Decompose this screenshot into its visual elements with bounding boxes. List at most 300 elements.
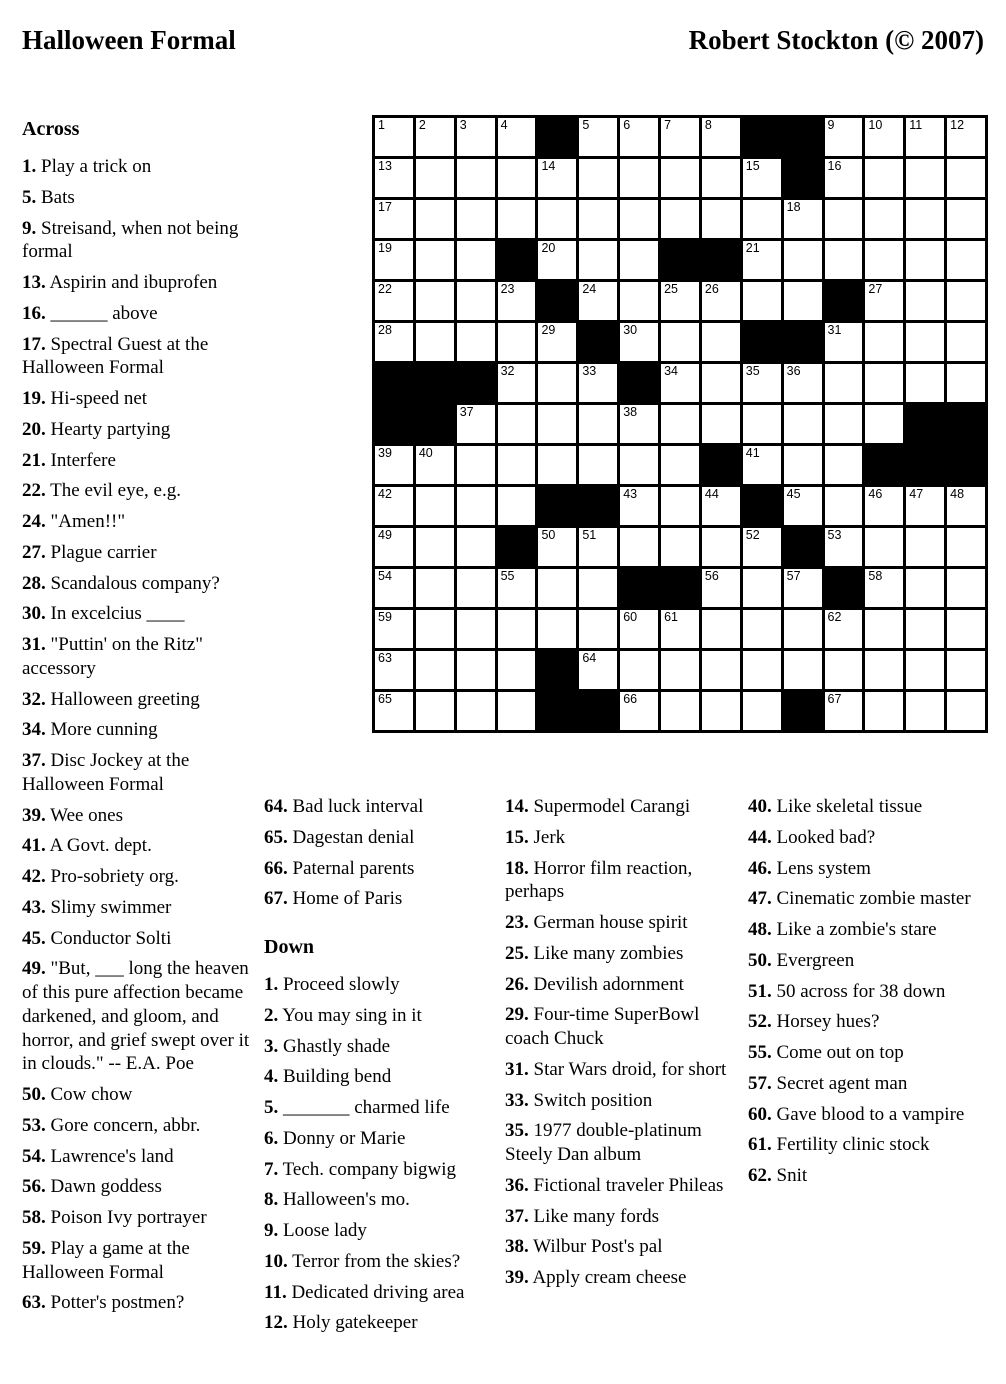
grid-cell[interactable]	[784, 487, 822, 525]
cell-number: 21	[745, 241, 760, 255]
clue-down-14	[505, 795, 743, 819]
grid-cell[interactable]	[743, 200, 781, 238]
grid-cell[interactable]	[620, 651, 658, 689]
clue-text: Spectral Guest at the Halloween Formal	[22, 333, 209, 379]
grid-cell[interactable]	[743, 569, 781, 607]
clue-down-57	[748, 1072, 992, 1096]
grid-cell[interactable]	[906, 610, 944, 648]
grid-cell[interactable]	[416, 200, 454, 238]
grid-cell[interactable]	[457, 569, 495, 607]
clue-down-9	[264, 1219, 496, 1243]
grid-cell[interactable]	[620, 200, 658, 238]
grid-cell[interactable]	[947, 569, 985, 607]
grid-cell[interactable]	[457, 610, 495, 648]
grid-cell[interactable]	[538, 446, 576, 484]
clue-number: 10.	[264, 1250, 288, 1272]
grid-cell[interactable]	[457, 159, 495, 197]
grid-cell[interactable]	[661, 487, 699, 525]
clue-number: 52.	[748, 1011, 772, 1033]
grid-cell-black	[538, 118, 576, 156]
clue-across-27	[22, 541, 258, 565]
cell-number: 25	[664, 282, 678, 296]
clue-text: Disc Jockey at the Halloween Formal	[22, 750, 190, 795]
grid-cell[interactable]	[579, 159, 617, 197]
grid-cell[interactable]	[947, 692, 985, 730]
grid-cell[interactable]	[947, 323, 985, 361]
grid-cell[interactable]	[620, 446, 658, 484]
clue-down-29	[505, 1003, 743, 1051]
grid-cell[interactable]	[825, 487, 863, 525]
cell-number: 22	[378, 282, 392, 296]
grid-cell[interactable]	[457, 528, 495, 566]
grid-cell[interactable]	[906, 651, 944, 689]
cell-number: 43	[623, 487, 638, 501]
clue-across-1	[22, 155, 258, 179]
grid-cell[interactable]	[498, 200, 536, 238]
down-clues-part-1	[264, 973, 496, 1335]
grid-cell-black	[947, 446, 985, 484]
grid-cell[interactable]	[947, 159, 985, 197]
cell-number: 15	[745, 159, 760, 173]
grid-cell[interactable]	[865, 118, 903, 156]
grid-cell-black	[457, 364, 495, 402]
grid-cell[interactable]	[457, 241, 495, 279]
cell-number: 54	[378, 569, 392, 583]
clue-text: "Amen!!"	[45, 511, 126, 532]
grid-cell[interactable]	[865, 528, 903, 566]
clue-column-4	[748, 795, 992, 1195]
cell-number: 37	[459, 405, 474, 419]
grid-cell[interactable]	[906, 282, 944, 320]
clue-across-65	[264, 826, 496, 850]
clue-number: 49.	[22, 958, 46, 980]
cell-number: 34	[664, 364, 678, 378]
grid-cell[interactable]	[375, 487, 413, 525]
grid-cell[interactable]	[457, 405, 495, 443]
grid-cell[interactable]	[416, 528, 454, 566]
grid-cell[interactable]	[947, 241, 985, 279]
down-clues-part-2	[505, 795, 743, 1290]
clue-number: 21.	[22, 449, 46, 471]
grid-cell[interactable]	[743, 405, 781, 443]
grid-cell[interactable]	[375, 528, 413, 566]
grid-cell[interactable]	[702, 364, 740, 402]
grid-cell[interactable]	[620, 323, 658, 361]
grid-cell[interactable]	[498, 446, 536, 484]
grid-cell-black	[743, 323, 781, 361]
clue-number: 54.	[22, 1145, 46, 1167]
grid-cell[interactable]	[906, 200, 944, 238]
cell-number: 67	[827, 692, 842, 706]
grid-cell[interactable]	[579, 200, 617, 238]
grid-cell[interactable]	[416, 323, 454, 361]
grid-cell[interactable]	[661, 692, 699, 730]
grid-cell-black	[579, 323, 617, 361]
grid-cell-black	[743, 487, 781, 525]
grid-cell[interactable]	[947, 200, 985, 238]
grid-cell[interactable]	[702, 405, 740, 443]
clue-number: 11.	[264, 1281, 287, 1303]
clue-across-13	[22, 271, 258, 295]
grid-cell-black	[784, 118, 822, 156]
clue-number: 30.	[22, 603, 46, 625]
grid-cell[interactable]	[906, 569, 944, 607]
grid-cell[interactable]	[375, 118, 413, 156]
grid-cell[interactable]	[906, 241, 944, 279]
grid-cell[interactable]	[620, 282, 658, 320]
clue-text: The evil eye, e.g.	[45, 480, 181, 502]
grid-cell[interactable]	[661, 364, 699, 402]
clue-number: 28.	[22, 572, 46, 594]
grid-cell[interactable]	[620, 118, 658, 156]
grid-cell[interactable]	[416, 241, 454, 279]
clue-text: Like skeletal tissue	[771, 796, 923, 817]
grid-cell[interactable]	[375, 610, 413, 648]
grid-cell[interactable]	[498, 323, 536, 361]
clue-text: Snit	[771, 1165, 808, 1186]
clue-number: 33.	[505, 1089, 529, 1111]
grid-cell[interactable]	[906, 487, 944, 525]
clue-number: 31.	[505, 1058, 529, 1080]
grid-cell[interactable]	[375, 692, 413, 730]
clue-number: 31.	[22, 634, 46, 655]
grid-cell[interactable]	[661, 651, 699, 689]
grid-cell[interactable]	[457, 118, 495, 156]
grid-cell[interactable]	[661, 528, 699, 566]
grid-cell[interactable]	[743, 446, 781, 484]
grid-cell[interactable]	[498, 364, 536, 402]
grid-cell[interactable]	[865, 364, 903, 402]
grid-cell[interactable]	[457, 446, 495, 484]
grid-cell[interactable]	[661, 282, 699, 320]
clue-number: 48.	[748, 919, 772, 940]
clue-across-43	[22, 896, 258, 920]
grid-cell[interactable]	[661, 200, 699, 238]
grid-cell-black	[784, 159, 822, 197]
grid-cell[interactable]	[579, 405, 617, 443]
cell-number: 36	[786, 364, 801, 378]
grid-cell[interactable]	[538, 323, 576, 361]
grid-cell[interactable]	[375, 282, 413, 320]
clue-number: 1.	[22, 156, 37, 177]
grid-cell[interactable]	[702, 528, 740, 566]
grid-cell[interactable]	[947, 364, 985, 402]
clue-number: 46.	[748, 857, 772, 879]
grid-cell[interactable]	[661, 405, 699, 443]
grid-cell[interactable]	[661, 446, 699, 484]
clue-text: Scandalous company?	[45, 572, 220, 594]
clue-text: Halloween's mo.	[278, 1189, 410, 1211]
cell-number: 23	[500, 282, 515, 296]
grid-cell-black	[865, 446, 903, 484]
grid-cell[interactable]	[416, 446, 454, 484]
grid-cell[interactable]	[579, 651, 617, 689]
clue-number: 42.	[22, 866, 46, 887]
grid-cell[interactable]	[825, 692, 863, 730]
grid-cell[interactable]	[702, 692, 740, 730]
grid-cell[interactable]	[416, 118, 454, 156]
grid-cell[interactable]	[906, 118, 944, 156]
grid-cell[interactable]	[947, 651, 985, 689]
clue-text: Come out on top	[771, 1042, 904, 1063]
grid-cell[interactable]	[947, 487, 985, 525]
grid-cell[interactable]	[661, 118, 699, 156]
crossword-grid	[372, 115, 988, 733]
grid-cell[interactable]	[865, 282, 903, 320]
grid-cell[interactable]	[743, 610, 781, 648]
grid-cell[interactable]	[702, 323, 740, 361]
grid-cell[interactable]	[538, 159, 576, 197]
grid-cell[interactable]	[784, 446, 822, 484]
grid-cell[interactable]	[825, 241, 863, 279]
clue-across-19	[22, 387, 258, 411]
clue-text: Fertility clinic stock	[771, 1134, 930, 1156]
grid-cell[interactable]	[538, 405, 576, 443]
clue-across-37	[22, 749, 258, 797]
grid-cell[interactable]	[538, 569, 576, 607]
grid-cell[interactable]	[784, 405, 822, 443]
cell-number: 55	[500, 569, 515, 583]
grid-cell[interactable]	[375, 446, 413, 484]
grid-cell[interactable]	[620, 692, 658, 730]
grid-cell[interactable]	[784, 364, 822, 402]
grid-cell-black	[661, 569, 699, 607]
grid-cell[interactable]	[825, 364, 863, 402]
clue-text: Fictional traveler Phileas	[528, 1174, 724, 1196]
grid-cell[interactable]	[743, 692, 781, 730]
grid-cell[interactable]	[784, 241, 822, 279]
grid-cell[interactable]	[457, 323, 495, 361]
grid-cell[interactable]	[906, 323, 944, 361]
grid-cell[interactable]	[579, 528, 617, 566]
grid-cell[interactable]	[416, 692, 454, 730]
grid-cell[interactable]	[865, 241, 903, 279]
clue-number: 51.	[748, 980, 772, 1002]
grid-cell[interactable]	[498, 692, 536, 730]
clue-text: Bats	[36, 186, 75, 208]
grid-cell[interactable]	[702, 200, 740, 238]
grid-cell[interactable]	[906, 159, 944, 197]
grid-cell[interactable]	[538, 241, 576, 279]
grid-cell[interactable]	[743, 159, 781, 197]
clue-text: Conductor Solti	[45, 927, 172, 949]
grid-cell[interactable]	[825, 610, 863, 648]
grid-cell[interactable]	[538, 200, 576, 238]
grid-cell[interactable]	[661, 610, 699, 648]
grid-cell[interactable]	[825, 159, 863, 197]
grid-cell[interactable]	[416, 610, 454, 648]
grid-cell[interactable]	[579, 241, 617, 279]
grid-cell[interactable]	[702, 282, 740, 320]
grid-cell[interactable]	[784, 282, 822, 320]
grid-cell[interactable]	[825, 528, 863, 566]
grid-cell[interactable]	[865, 405, 903, 443]
grid-cell[interactable]	[947, 118, 985, 156]
grid-cell[interactable]	[865, 323, 903, 361]
grid-cell[interactable]	[620, 241, 658, 279]
clue-text: Looked bad?	[771, 826, 876, 848]
grid-cell[interactable]	[743, 651, 781, 689]
grid-cell[interactable]	[498, 651, 536, 689]
grid-cell[interactable]	[457, 692, 495, 730]
grid-cell[interactable]	[743, 241, 781, 279]
grid-cell[interactable]	[825, 651, 863, 689]
grid-cell[interactable]	[865, 569, 903, 607]
cell-number: 12	[950, 118, 965, 132]
grid-cell[interactable]	[784, 569, 822, 607]
grid-cell[interactable]	[579, 364, 617, 402]
grid-cell[interactable]	[743, 364, 781, 402]
cell-number: 29	[541, 323, 556, 337]
clue-text: Cow chow	[45, 1084, 133, 1105]
grid-cell[interactable]	[375, 159, 413, 197]
grid-cell[interactable]	[579, 118, 617, 156]
grid-cell[interactable]	[416, 569, 454, 607]
grid-cell[interactable]	[620, 159, 658, 197]
grid-cell-black	[620, 364, 658, 402]
grid-cell[interactable]	[865, 610, 903, 648]
grid-cell[interactable]	[416, 159, 454, 197]
grid-cell[interactable]	[498, 487, 536, 525]
clue-number: 39.	[22, 804, 46, 826]
grid-cell[interactable]	[538, 610, 576, 648]
clue-text: Ghastly shade	[278, 1035, 391, 1057]
grid-cell[interactable]	[702, 610, 740, 648]
grid-cell[interactable]	[825, 323, 863, 361]
grid-cell[interactable]	[538, 528, 576, 566]
grid-cell[interactable]	[457, 200, 495, 238]
grid-cell[interactable]	[579, 446, 617, 484]
grid-cell[interactable]	[865, 651, 903, 689]
cell-number: 27	[868, 282, 883, 296]
cell-number: 4	[500, 118, 508, 132]
grid-cell[interactable]	[375, 651, 413, 689]
grid-cell[interactable]	[457, 282, 495, 320]
grid-cell-black	[375, 364, 413, 402]
grid-cell[interactable]	[825, 118, 863, 156]
grid-cell[interactable]	[865, 692, 903, 730]
grid-cell[interactable]	[906, 364, 944, 402]
grid-cell[interactable]	[498, 405, 536, 443]
cell-number: 24	[582, 282, 597, 296]
clue-across-9	[22, 217, 258, 265]
grid-cell[interactable]	[375, 200, 413, 238]
grid-cell[interactable]	[906, 692, 944, 730]
grid-cell[interactable]	[498, 282, 536, 320]
clue-text: Horsey hues?	[771, 1011, 880, 1033]
clue-number: 57.	[748, 1072, 772, 1094]
grid-cell[interactable]	[906, 528, 944, 566]
grid-cell[interactable]	[620, 528, 658, 566]
clue-number: 61.	[748, 1134, 772, 1156]
grid-cell[interactable]	[375, 569, 413, 607]
clue-down-50	[748, 949, 992, 973]
clue-number: 7.	[264, 1158, 279, 1180]
grid-cell[interactable]	[743, 282, 781, 320]
grid-cell[interactable]	[661, 323, 699, 361]
clue-number: 34.	[22, 719, 46, 741]
grid-cell[interactable]	[498, 610, 536, 648]
grid-cell[interactable]	[538, 364, 576, 402]
clue-number: 17.	[22, 333, 46, 355]
grid-cell[interactable]	[947, 610, 985, 648]
clue-text: Play a trick on	[36, 156, 152, 177]
clue-text: Horror film reaction, perhaps	[505, 857, 693, 903]
clue-down-39	[505, 1266, 743, 1290]
across-clues-part-1	[22, 155, 258, 1315]
grid-cell[interactable]	[620, 487, 658, 525]
clue-down-10	[264, 1250, 496, 1274]
clue-across-63	[22, 1291, 258, 1315]
grid-cell[interactable]	[825, 405, 863, 443]
grid-cell[interactable]	[579, 282, 617, 320]
grid-cell[interactable]	[865, 200, 903, 238]
grid-cell[interactable]	[947, 282, 985, 320]
grid-cell[interactable]	[416, 487, 454, 525]
grid-cell[interactable]	[498, 118, 536, 156]
clue-down-11	[264, 1281, 496, 1305]
grid-cell[interactable]	[498, 569, 536, 607]
grid-cell[interactable]	[702, 651, 740, 689]
grid-cell[interactable]	[865, 487, 903, 525]
clue-down-46	[748, 857, 992, 881]
clue-across-42	[22, 865, 258, 889]
grid-cell[interactable]	[784, 651, 822, 689]
clue-number: 56.	[22, 1176, 46, 1198]
clue-number: 58.	[22, 1207, 46, 1228]
clue-number: 16.	[22, 302, 46, 324]
grid-cell[interactable]	[702, 569, 740, 607]
grid-cell[interactable]	[825, 200, 863, 238]
grid-cell[interactable]	[825, 446, 863, 484]
grid-cell[interactable]	[702, 487, 740, 525]
clue-text: Donny or Marie	[278, 1127, 406, 1149]
cell-number: 2	[418, 118, 426, 132]
grid-cell[interactable]	[743, 528, 781, 566]
clue-across-16	[22, 302, 258, 326]
grid-cell[interactable]	[702, 118, 740, 156]
cell-number: 38	[623, 405, 638, 419]
grid-cell[interactable]	[498, 159, 536, 197]
grid-cell[interactable]	[620, 610, 658, 648]
grid-cell[interactable]	[375, 241, 413, 279]
clue-number: 18.	[505, 857, 529, 879]
grid-cell[interactable]	[579, 569, 617, 607]
grid-cell[interactable]	[375, 323, 413, 361]
grid-cell[interactable]	[784, 610, 822, 648]
grid-cell[interactable]	[579, 610, 617, 648]
clue-number: 20.	[22, 418, 46, 440]
clue-text: "Puttin' on the Ritz" accessory	[22, 634, 203, 679]
clue-across-24	[22, 510, 258, 534]
clue-number: 2.	[264, 1004, 279, 1026]
grid-cell[interactable]	[661, 159, 699, 197]
clue-number: 26.	[505, 973, 529, 995]
clue-number: 32.	[22, 688, 46, 710]
grid-cell-black	[375, 405, 413, 443]
grid-cell[interactable]	[784, 200, 822, 238]
grid-cell[interactable]	[620, 405, 658, 443]
grid-cell[interactable]	[457, 651, 495, 689]
grid-cell[interactable]	[457, 487, 495, 525]
grid-cell[interactable]	[702, 159, 740, 197]
clue-down-2	[264, 1004, 496, 1028]
grid-cell[interactable]	[865, 159, 903, 197]
clue-number: 60.	[748, 1103, 772, 1125]
grid-cell[interactable]	[947, 528, 985, 566]
grid-cell[interactable]	[416, 282, 454, 320]
grid-cell[interactable]	[416, 651, 454, 689]
